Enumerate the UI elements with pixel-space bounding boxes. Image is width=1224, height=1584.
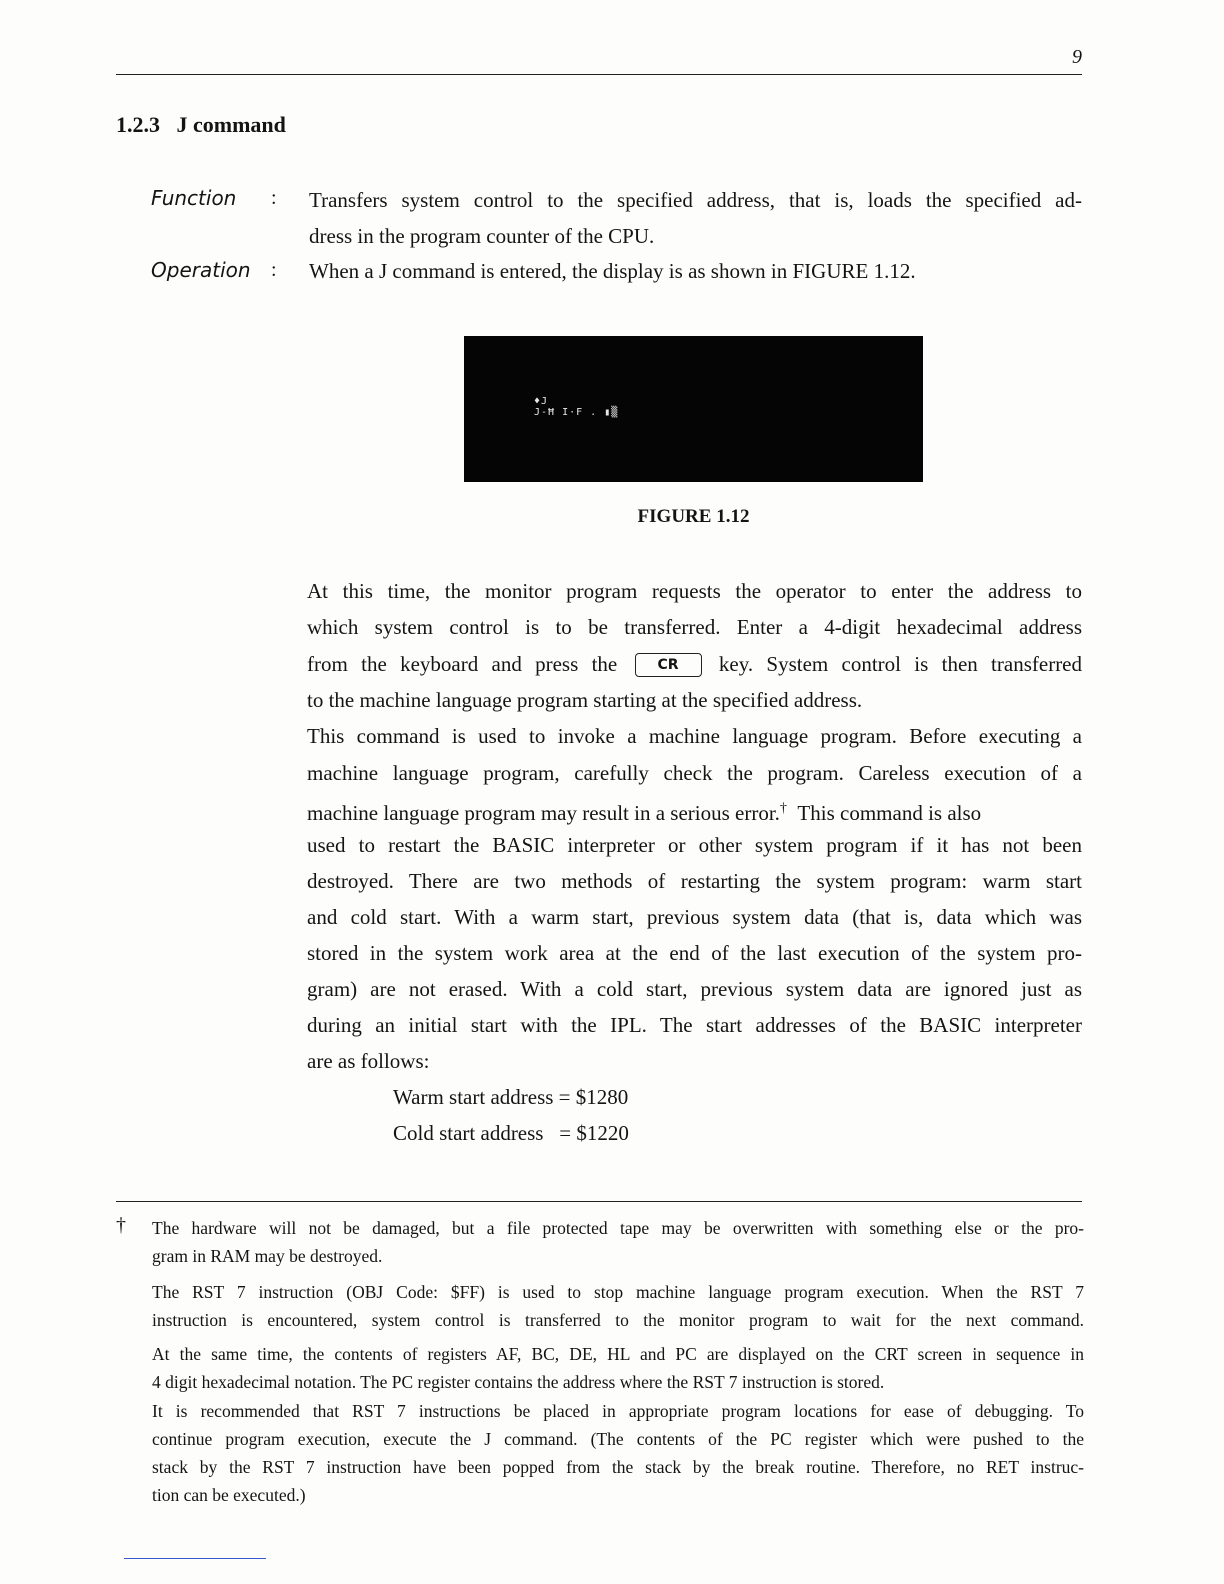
body-line-10: and cold start. With a warm start, previous system data (that is, data which was [307,905,1082,929]
footnote-line-8: continue program execution, execute the J command. (The contents of the PC register which were pushed to the [152,1429,1084,1449]
function-colon: : [271,187,277,209]
footnote-line-7: It is recommended that RST 7 instructions be placed in appropriate program locations for ease of debugging. To [152,1401,1084,1421]
body-line-5: This command is used to invoke a machine language program. Before executing a [307,724,1082,748]
operation-text: When a J command is entered, the display is as shown in FIGURE 1.12. [309,259,916,283]
section-heading: 1.2.3 J command [116,112,286,137]
screen-line-2: J-Ħ I·F . ▮▒ [534,407,619,418]
operation-colon: : [271,259,277,281]
body-line-11: stored in the system work area at the end of the last execution of the system pro- [307,941,1082,965]
footnote-line-10: tion can be executed.) [152,1485,306,1505]
dagger-reference: † [779,801,787,816]
footnote-dagger: † [116,1214,126,1236]
footnote-line-9: stack by the RST 7 instruction have been popped from the stack by the break routine. Therefore, no RET instruc- [152,1457,1084,1477]
footnote-line-6: 4 digit hexadecimal notation. The PC register contains the address where the RST 7 instruction is stored. [152,1372,885,1392]
body-line-8: used to restart the BASIC interpreter or other system program if it has not been [307,833,1082,857]
body-line-9: destroyed. There are two methods of restarting the system program: warm start [307,869,1082,893]
also-sentence: This command is also [797,801,982,825]
body-line-1: At this time, the monitor program requests the operator to enter the address to [307,579,1082,603]
screen-line-1: ♦J [534,396,549,407]
body-line-12: gram) are not erased. With a cold start, previous system data are ignored just as [307,977,1082,1001]
footnote-line-2: gram in RAM may be destroyed. [152,1246,383,1266]
figure-caption: FIGURE 1.12 [637,506,750,527]
key-line-after: key. System control is then transferred [718,652,1083,676]
body-line-4: to the machine language program starting at the specified address. [307,688,863,712]
body-line-7 [307,791,1082,831]
crt-screen-figure [464,336,923,482]
cr-key: CR [635,653,702,677]
key-line-before: from the keyboard and press the [307,652,618,676]
body-line-3 [307,646,1082,682]
body-line-13: during an initial start with the IPL. The start addresses of the BASIC interpreter [307,1013,1082,1037]
error-sentence: machine language program may result in a serious error. [307,801,780,825]
header-rule [116,74,1082,75]
bottom-blue-rule [124,1558,266,1559]
body-line-14: are as follows: [307,1049,430,1073]
footnote-line-3: The RST 7 instruction (OBJ Code: $FF) is used to stop machine language program execution. When the RST 7 [152,1282,1084,1302]
cold-start-address: Cold start address = $1220 [393,1121,629,1145]
body-line-6: machine language program, carefully check the program. Careless execution of a [307,761,1082,785]
body-line-2: which system control is to be transferred. Enter a 4-digit hexadecimal address [307,615,1082,639]
function-text-line-1: Transfers system control to the specified address, that is, loads the specified ad- [309,188,1082,212]
page-number: 9 [1072,46,1082,68]
footnote-rule [116,1201,1082,1202]
footnote-line-1: The hardware will not be damaged, but a file protected tape may be overwritten with something else or the pro- [152,1218,1084,1238]
operation-label: Operation [151,258,251,282]
function-text-line-2: dress in the program counter of the CPU. [309,224,655,248]
warm-start-address: Warm start address = $1280 [393,1085,629,1109]
function-label: Function [151,186,237,210]
footnote-line-5: At the same time, the contents of registers AF, BC, DE, HL and PC are displayed on the CRT screen in sequence in [152,1344,1084,1364]
footnote-line-4: instruction is encountered, system control is transferred to the monitor program to wait for the next command. [152,1310,1084,1330]
